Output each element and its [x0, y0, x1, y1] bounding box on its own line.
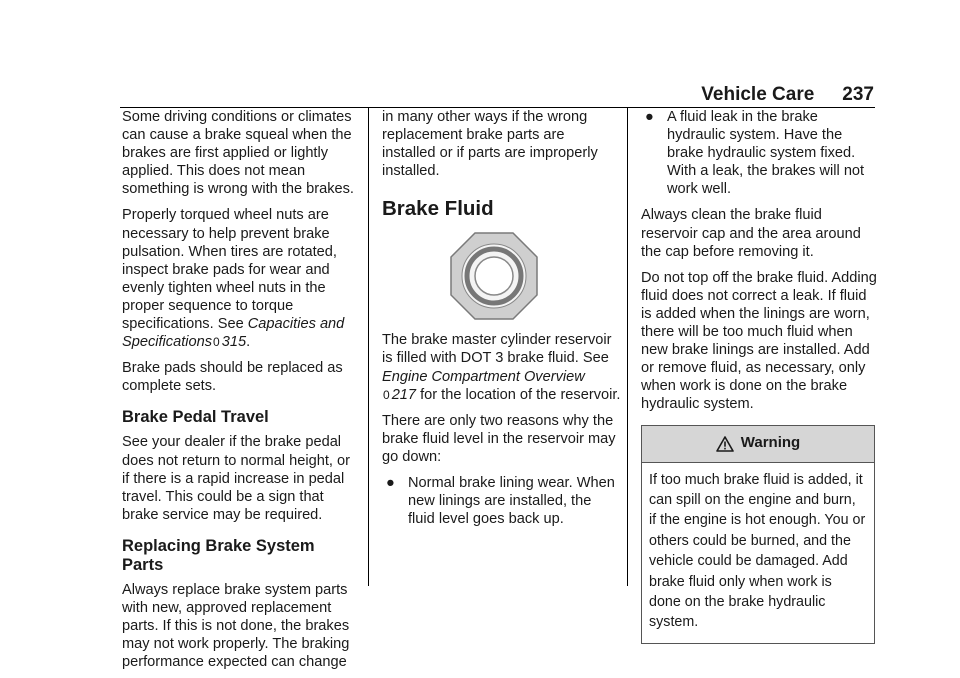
bullet-icon: ●: [645, 109, 654, 125]
column-divider: [368, 108, 369, 586]
warning-box: [641, 425, 875, 644]
paragraph: Do not top off the brake fluid. Adding fluid does not correct a leak. If fluid is added when the linings are worn, there will be too much fluid when new brake linings are installed. Add or remove fluid, as necessary, only when work is done on the brake hydraulic system.: [641, 269, 877, 413]
cross-reference-link[interactable]: Capacities and Specifications: [122, 316, 345, 351]
column-3: [641, 108, 877, 644]
paragraph: Some driving conditions or climates can cause a brake squeal when the brakes are first applied or lightly applied. This does not mean something is wrong with the brakes.: [122, 109, 354, 198]
paragraph: Properly torqued wheel nuts are necessary to help prevent brake pulsation. When tires are rotated, inspect brake pads for wear and evenly tighten wheel nuts in the proper sequence to torque specifications. See Capacities and Specifications0 315.: [122, 207, 345, 351]
page-ref-number[interactable]: 217: [391, 386, 417, 403]
paragraph: See your dealer if the brake pedal does not return to normal height, or if there is a rapid increase in pedal travel. This could be a sign that brake service may be required.: [122, 434, 350, 523]
list-item-text: A fluid leak in the brake hydraulic system. Have the brake hydraulic system fixed. With a leak, the brakes will not work well.: [667, 109, 865, 198]
paragraph-text: Properly torqued wheel nuts are necessary to help prevent brake pulsation. When tires are rotated, inspect brake pads for wear and evenly tighten wheel nuts in the proper sequence to torque specifications. See: [122, 207, 337, 333]
column-divider: [627, 108, 628, 586]
page-ref-number[interactable]: 315: [221, 334, 247, 351]
subheading-replacing-parts: Replacing Brake System Parts: [122, 536, 315, 574]
list-item: [641, 108, 877, 198]
warning-title: Warning: [740, 434, 801, 452]
paragraph: Always clean the brake fluid reservoir cap and the area around the cap before removing it.: [641, 207, 861, 260]
column-2: [382, 108, 622, 528]
paragraph: Always replace brake system parts with new, approved replacement parts. If this is not done, the brakes may not work properly. The braking performance expected can change: [122, 581, 350, 671]
page-header: [701, 84, 874, 106]
paragraph: [382, 331, 622, 403]
warning-triangle-icon: [716, 436, 734, 452]
warning-header: [642, 426, 874, 463]
paragraph: Brake pads should be replaced as complete sets.: [122, 360, 343, 395]
bullet-icon: ●: [386, 475, 395, 492]
paragraph-text: The brake master cylinder reservoir is filled with DOT 3 brake fluid. See: [382, 332, 612, 367]
section-title: Vehicle Care: [701, 84, 815, 105]
page-number: 237: [842, 84, 874, 105]
page-ref-arrow-icon: 0: [383, 387, 390, 402]
subheading-brake-pedal-travel: Brake Pedal Travel: [122, 408, 269, 427]
section-heading-brake-fluid: Brake Fluid: [382, 197, 494, 221]
page-ref-arrow-icon: 0: [213, 335, 220, 350]
list-item-text: Normal brake lining wear. When new linings are installed, the fluid level goes back up.: [408, 475, 615, 528]
brake-fluid-cap-icon: [366, 221, 622, 331]
cross-reference-link[interactable]: Engine Compartment Overview: [382, 368, 585, 385]
paragraph-text: for the location of the reservoir.: [416, 386, 621, 403]
paragraph: There are only two reasons why the brake fluid level in the reservoir may go down:: [382, 412, 616, 465]
paragraph: in many other ways if the wrong replacement brake parts are installed or if parts are improperly installed.: [382, 109, 598, 180]
list-item: [382, 474, 622, 528]
column-1: [122, 108, 360, 671]
warning-body: If too much brake fluid is added, it can spill on the engine and burn, if the engine is hot enough. You or others could be burned, and the vehicle could be damaged. Add brake fluid only when work is done on the brake hydraulic system.: [649, 471, 866, 631]
